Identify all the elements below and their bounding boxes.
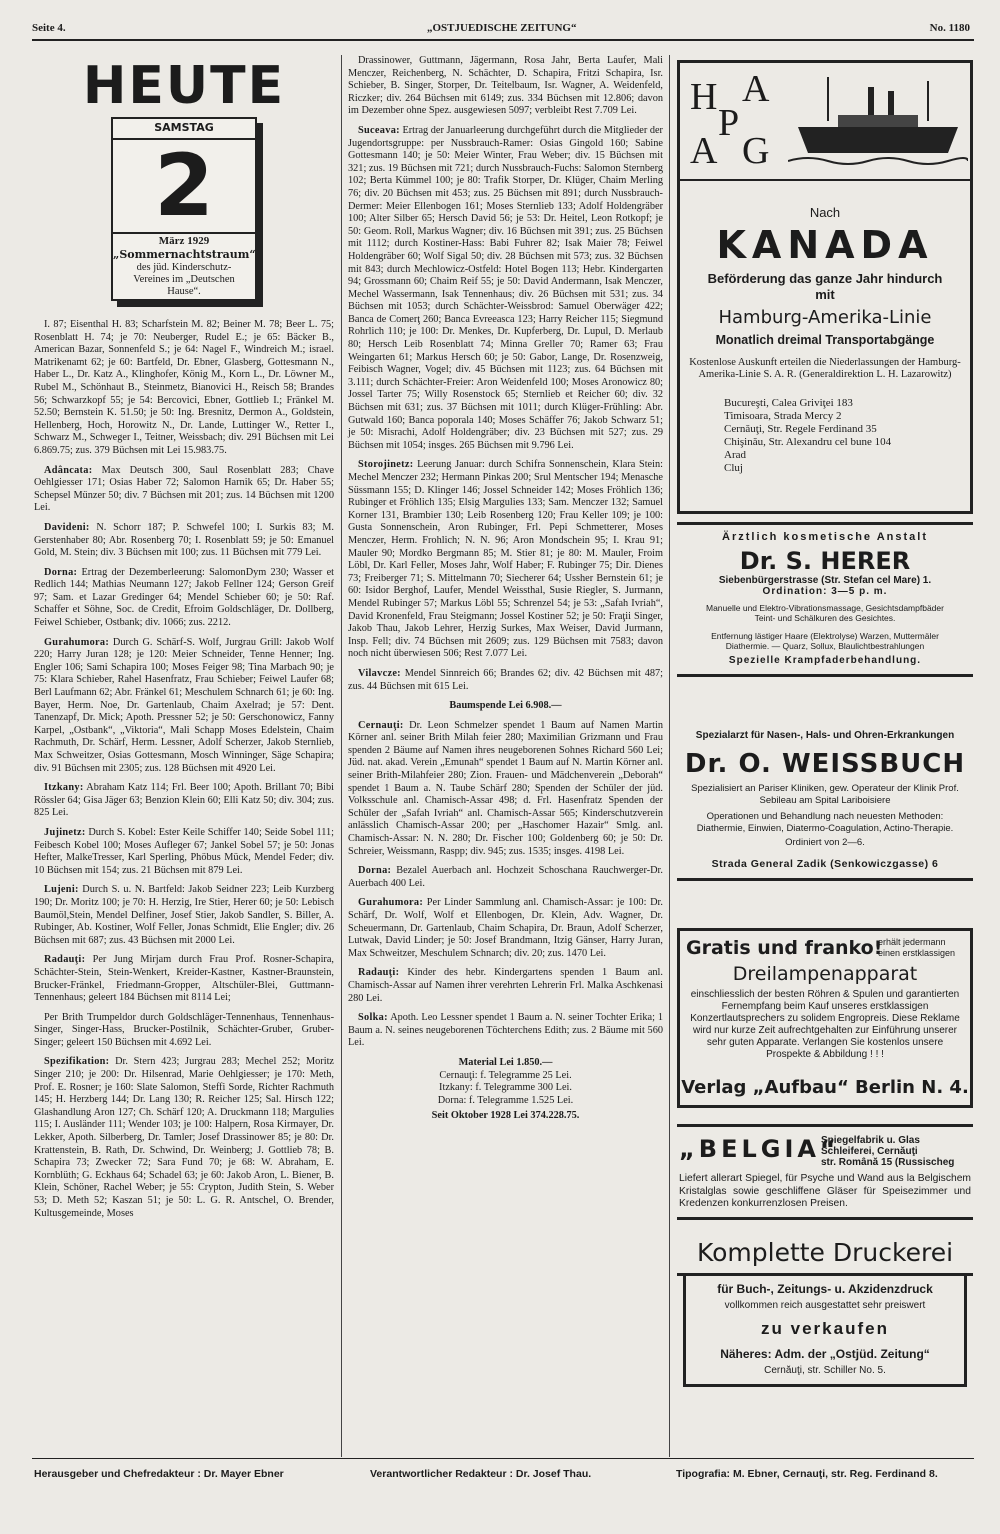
material-row: Dorna: f. Telegramme 1.525 Lei.	[437, 1094, 574, 1106]
place-name: Gurahumora:	[44, 636, 110, 648]
list-item	[34, 522, 334, 560]
hapag-ad	[677, 60, 973, 514]
place-name: Radauţi:	[358, 967, 400, 979]
column-divider	[341, 55, 342, 1457]
list-item	[34, 954, 334, 1004]
list-item	[348, 125, 663, 452]
hapag-company: Hamburg-Amerika-Linie	[718, 307, 932, 328]
place-name: Cernauţi:	[358, 719, 404, 731]
entry-text: Dr. Leon Schmelzer spendet 1 Baum auf Namen Martin Körner anl. seiner Brith Milah feier 280; Maximilian Grizmann und Frau spenden 2 Bäume auf Namen ihres neugeborenen Sohnes Richard 560 Lei; Jüd. nat. akad. Verein „Emunah“ spendet 1 Baum auf N. Martin Körner anl. seiner Brith-Milahfeier 280; Zion. Frauen- und Mädchenverein „Deborah“ spendet 1 Baum a. N. Taube Schärf 280; Spenden der Schüler der jüd. Volksschule anl. Chamisch-Assar 498; d. Frl. Hasenfratz Spenden der Schüler der „Safah Ivriah“ anl. Chamisch-Assar 565; Kinderschutzverein anlässlich Chamisch-Assar 200; per „Haschomer Hazair“ Smlg. anl. Chamisch-Assar: N. N. 280; Dr. Fischer 100; Goldenberg 60; je 50: Dr. Schreier, Weissmann, Raspp; div. 945; zus. 1535; insges. 4198 Lei.	[348, 719, 663, 857]
address-line: Cluj	[724, 462, 743, 474]
herer-header: Ärztlich kosmetische Anstalt	[722, 531, 928, 543]
aufbau-firm: Verlag „Aufbau“ Berlin N. 4.	[681, 1077, 969, 1098]
place-name: Dorna:	[44, 566, 78, 578]
belgia-line: Schleiferei, Cernăuţi	[821, 1146, 918, 1157]
logo-letter: A	[690, 130, 718, 172]
list-item	[348, 700, 663, 713]
column-divider	[669, 55, 670, 1457]
paper-title: „OSTJUEDISCHE ZEITUNG“	[427, 22, 577, 34]
list-item	[34, 884, 334, 947]
place-name: Radauţi:	[44, 954, 86, 966]
issue-number: No. 1180	[929, 22, 970, 34]
address-line: Arad	[724, 449, 746, 461]
belgia-info	[821, 1135, 954, 1168]
entry-text: Per Linder Sammlung anl. Chamisch-Assar: je 100: Dr. Schärf, Dr. Wolf, Wolf et Ellenbogen, Dr. Klein, Adv. Wagner, Dr. Scheuermann, Dr. Gartenlaub, Chaim Schapira, Dr. Braun, Adolf Scherzer, Lutwak, David Linder; je 50: Josef Brandmann, Itzig Gänser, Harry Juran, Max Schweitzer, Meschulem Schnarch; div. 20; zus. 1470 Lei.	[348, 897, 663, 959]
entry-text: Mendel Sinnreich 66; Brandes 62; div. 42 Büchsen mit 487; zus. 44 Büchsen mit 615 Lei.	[348, 667, 663, 692]
aufbau-small: erhält jedermann einen erstklassigen	[878, 937, 956, 958]
druckerei-line: vollkommen reich ausgestattet sehr preiswert	[724, 1300, 926, 1311]
place-name: Gurahumora:	[358, 897, 424, 909]
weissbuch-line: Spezialisiert an Pariser Kliniken, gew. Operateur der Klinik Prof. Sebileau am Spital Lariboisiere	[691, 783, 959, 806]
address-line: Bucureşti, Calea Griviţei 183	[724, 397, 853, 409]
entry-text: Durch G. Schärf-S. Wolf, Jurgrau Grill: Jakob Wolf 220; Harry Juran 128; je 120: Meier Schneider, Tenne Henner; Ing. Engler 106; Sami Schapira 100; Moses Feiger 98; Tina Marbach 90; je 75: Klara Schieber, Rahel Hasenfratz, Frau Schieber; Feiwel Laufer 68; Berl Laufmann 62; Abr. Fränkel 61; Meschulem Schnarch 61; je 60: Ing. Bayer, Herm. Noe, Dr. Gartenlaub, Chaim Axelrad; je 57: Dent. Tanenzapf, Dr. Mick; Apoth. Pressner 52; je 50: Gerschonowicz, Fanny Karpel, „Ostbank“, „Viktoria“, Mali Schapp Moses Edelstein, Chaim Rachmuth, Dr. Schärf, Herm. Lessner, Adolf Scherzer, Jakob Sternlieb, Max Schweitzer, Osias Gottesmann, Mosch Winninger, Säge Schapira; div. 91 Büchsen mit 2305; zus. 128 Büchsen mit 4920 Lei.	[34, 636, 334, 774]
entry-text: Per Brith Trumpeldor durch Goldschläger-Tennenhaus, Tennenhaus-Singer, Singer-Hass, Brucker-Postilnik, Schächter-Gruber, Gruber-Singer; geleert 150 Büchsen mit 4.692 Lei.	[34, 1011, 334, 1048]
logo-letter: G	[742, 130, 770, 172]
place-name: Storojinetz:	[358, 459, 414, 471]
weissbuch-line: Operationen und Behandlung nach neuesten Methoden: Diathermie, Einwien, Diatermo-Coagulation, Actino-Therapie.	[696, 811, 954, 834]
heute-box	[34, 56, 334, 319]
list-item	[34, 567, 334, 630]
material-row: Cernauţi: f. Telegramme 25 Lei.	[439, 1069, 572, 1081]
page-label: Seite 4.	[32, 22, 66, 34]
entry-text: Baumspende Lei 6.908.—	[449, 700, 562, 712]
event-description: des jüd. Kinderschutz-Vereines im „Deutschen Hause“.	[133, 261, 235, 297]
list-item	[348, 967, 663, 1005]
hapag-logo	[684, 67, 788, 175]
list-item	[34, 319, 334, 458]
druckerei-line: zu verkaufen	[761, 1319, 889, 1338]
day-number: 2	[154, 135, 214, 236]
place-name: Davideni:	[44, 521, 90, 533]
entry-text: Durch S. Kobel: Ester Keile Schiffer 140; Seide Sobel 111; Feibesch Kobel 100; Moses Aufleger 67; Jankel Sobel 57; je 50: Jonas Hefter, MalkeTresser, Karl Sperling, Phöbus Mück, Mendel Feder; div. 10 Büchsen mit 154; zus. 21 Büchsen mit 879 Lei.	[34, 826, 334, 876]
hapag-nach: Nach	[809, 205, 841, 220]
list-item	[348, 459, 663, 661]
place-name: Solka:	[358, 1012, 388, 1024]
list-item	[34, 1056, 334, 1220]
hapag-addresses	[724, 397, 891, 475]
footer-publisher: Herausgeber und Chefredakteur : Dr. Mayer Ebner	[34, 1468, 284, 1480]
herer-line: Teint- und Schälkuren des Gesichtes.	[754, 613, 896, 623]
column-1	[34, 55, 334, 1227]
entry-text: Bezalel Auerbach anl. Hochzeit Schoschana Rauchwerger-Dr. Auerbach 400 Lei.	[348, 865, 663, 889]
steamship-icon	[788, 77, 968, 173]
aufbau-headline: Gratis und franko!	[686, 937, 883, 959]
list-item	[348, 1012, 663, 1050]
place-name: Vilavcze:	[358, 667, 401, 679]
place-name: Lujeni:	[44, 884, 79, 896]
aufbau-ad	[677, 928, 973, 1108]
hapag-info: Kostenlose Auskunft erteilen die Niederlassungen der Hamburg-Amerika-Linie S. A. R. (Generaldirektion L. H. Lazarowitz)	[689, 357, 961, 380]
druckerei-line: Näheres: Adm. der „Ostjüd. Zeitung“	[720, 1347, 930, 1361]
entry-text: Abraham Katz 114; Frl. Beer 100; Apoth. Brillant 70; Bibi Rössler 64; Gisa Jäger 63; Benzion Klein 60; Elli Katz 50; div. 304; zus. 825 Lei.	[34, 782, 334, 819]
month-year: März 1929	[113, 232, 255, 248]
weekday: SAMSTAG	[113, 119, 255, 140]
hapag-line2: mit	[815, 287, 835, 302]
place-name: Adâncata:	[44, 464, 93, 476]
place-name: Jujinetz:	[44, 826, 86, 838]
footer-rule	[32, 1458, 974, 1459]
address-line: Cernăuţi, Str. Regele Ferdinand 35	[724, 423, 877, 435]
list-item	[348, 720, 663, 859]
page-header	[32, 22, 970, 36]
belgia-line: str. Română 15 (Russischeg	[821, 1157, 955, 1168]
material-total: Seit Oktober 1928 Lei 374.228.75.	[431, 1110, 580, 1122]
belgia-text: Liefert allerart Spiegel, für Psyche und Wand aus la Belgischem Kristalglas sowie geschliffene Gläser für Speisezimmer und Kredenzen konkurrenzlosen Preisen.	[679, 1173, 971, 1209]
play-title: „Sommernachtstraum“	[113, 248, 256, 262]
weissbuch-spec: Spezialarzt für Nasen-, Hals- und Ohren-Erkrankungen	[695, 730, 955, 741]
aufbau-text: einschliesslich der besten Röhren & Spulen und garantierten Fernempfang beim Kauf unseres erstklassigen Konzertlautsprechers zu solidem Engropreis. Diese Reklame wird nur kurze Zeit aufrechtgehalten zur Einführung unserer sehr guten Apparate. Verlangen Sie kostenlos unsere Prospekte & Abbildung ! ! !	[690, 989, 960, 1060]
list-item	[34, 1012, 334, 1050]
druckerei-box	[683, 1276, 967, 1387]
header-rule	[32, 39, 974, 41]
logo-letter: H	[690, 76, 718, 118]
herer-hours: Ordination: 3—5 p. m.	[762, 586, 888, 597]
belgia-name: „BELGIA“	[679, 1135, 840, 1163]
druckerei-line: Cernăuţi, str. Schiller No. 5.	[764, 1365, 886, 1376]
druckerei-line: für Buch-, Zeitungs- u. Akzidenzdruck	[717, 1282, 933, 1296]
list-item	[348, 865, 663, 890]
place-name: Dorna:	[358, 865, 392, 877]
list-item	[348, 55, 663, 118]
druckerei-ad	[677, 1236, 973, 1387]
entry-text: Kinder des hebr. Kindergartens spenden 1 Baum anl. Chamisch-Assar auf Namen ihrer verehrten Lehrerin Frl. Malka Aschkenasi 280 Lei.	[348, 967, 663, 1004]
belgia-line: Spiegelfabrik u. Glas	[821, 1135, 920, 1146]
place-name: Spezifikation:	[44, 1056, 110, 1068]
material-block	[348, 1057, 663, 1123]
herer-ad	[677, 522, 973, 677]
hapag-schedule: Monatlich dreimal Transportabgänge	[715, 333, 935, 347]
material-title: Material Lei 1.850.—	[458, 1056, 553, 1068]
entry-text: Leerung Januar: durch Schifra Sonnenschein, Klara Stein: Mechel Menczer 232; Hermann Pinkas 200; Srul Mentscher 194; Menasche Süssmann 155; D. Klinger 146; Jossel Schneider 142; Moses Fröhlich 136; Rubinger et Fröhlich 135; Elsig Margulies 133; Sam. Menczer 132; Samuel Korner 131, Brambier 130; Leib Rosenberg 120; Frau Keller 109; je 100: Gusta Sonnenschein, Aron Rubinger, Frl. Pepi Schmetterer, Moses Menczer, Herm. Frohlich; N. N. 96; Aron Mondschein 95; I. Krau 91; Mauler 90; Mordko Bergmann 85; M. Stier 81; je 80: M. Mauler, Froim Löbl, Dr. Karl Feller, Moses Jahr, Wolf Haber; F. Rubinger 75; Dir. Dienes 73; Freiberger 71; S. Mittelmann 70; Siecherer 64; Ussher Bernstein 61; je 60: Isidor Berghof, Laufer, Mendel Weissthal, Susie Riegler, S. Jurmann, Mendel Rubinger 57; Markus Löbl 55; Schrenzel 54; je 53: „Safah Ivriah“, David Kronenfeld, Frau Steigmann; Jossel Kostiner 52; je 50: Fraţii Singer, Jakob Thau, Jakob Lehrer, Herzig Surkes, Max Weiser, David Jurmann, Insp. Fell; div. 74 Büchsen mit 2609; zus. 129 Büchsen mit 7583; davon noch nicht überwiesen 506; Rest 7.077 Lei.	[348, 459, 663, 660]
entry-text: Drassinower, Guttmann, Jägermann, Rosa Jahr, Berta Laufer, Mali Menczer, Reichenberg, N. Schächter, D. Schapira, Fritzi Schapira, Isr. Schieber, B. Singer, Storper, Dr. Teitelbaum, Isr. Wagner, A. Weidenfeld, Riczker; div. 264 Büchsen mit 6149; zus. 334 Büchsen mit 12.806; davon im Dezember ohne Spez. ausgewiesen 5097; verbleibt Rest 7.709 Lei.	[348, 55, 663, 117]
list-item	[34, 782, 334, 820]
entry-text: I. 87; Eisenthal H. 83; Scharfstein M. 82; Beiner M. 78; Beer L. 75; Rosenblatt H. 74; je 70: Neuberger, Rudel E.; je 65: Bäcker B., American Bazar, Sonnenfeld S.; je 64: Nagel F., Windreich M.; israel. Matrikenamt 62; je 60: Bartfeld, Dr. Ebner, Glasberg, Gottesmann N., Haber L., Dr. Katz A., Klinghofer, König M., Korn L., Dr. Löwner M., Rubel M., Schönhaut B., Steinmetz, Bianovici H., Reisch 58; Brandes 56; Schwarzkopf 55; je 54: Bercovici, Ebner, Gottlieb I.; Fränkel M. 52.50; Bernstein K. 51.50; je 50: Ing. Bresnitz, Dermon A., Goldstein, Hellenberg, Hoch, Horowitz N., Dr. Lande, Luttinger W., Retter I., Schwarz M., Schweger I., Teitner, Weissbach; div. 291 Büchsen mit Lei 6.869.75; zus. 379 Büchsen mit Lei 15.983.75.	[34, 319, 334, 456]
entry-text: Apoth. Leo Lessner spendet 1 Baum a. N. seiner Tochter Erika; 1 Baum a. N. seines neugeborenen Töchterchens Edith; zus. 2 Bäume mit 560 Lei.	[348, 1012, 663, 1049]
weissbuch-ad	[677, 730, 973, 881]
place-name: Suceava:	[358, 124, 400, 136]
herer-name: Dr. S. HERER	[739, 547, 911, 575]
column-2	[348, 55, 663, 1123]
donation-list	[34, 319, 334, 1220]
herer-line: Diathermie. — Quarz, Sollux, Blaulichtbestrahlungen	[725, 641, 925, 651]
place-name: Itzkany:	[44, 782, 84, 794]
hapag-country: KANADA	[716, 223, 934, 267]
address-line: Chişinău, Str. Alexandru cel bune 104	[724, 436, 892, 448]
address-line: Timisoara, Strada Mercy 2	[724, 410, 842, 422]
entry-text: Max Deutsch 300, Saul Rosenblatt 283; Chave Oehlgiesser 171; Osias Haber 72; Salomon Harnik 65; Dr. Haber 55; Schepsel Münzer 50; div. 7 Büchsen mit 201; zus. 14 Büchsen mit 1200 Lei.	[34, 464, 334, 514]
list-item	[34, 827, 334, 877]
calendar-leaf	[111, 117, 257, 301]
herer-line: Entfernung lästiger Haare (Elektrolyse) Warzen, Muttermäler	[711, 631, 939, 641]
material-row: Itzkany: f. Telegramme 300 Lei.	[439, 1082, 572, 1094]
aufbau-product: Dreilampenapparat	[732, 963, 918, 985]
entry-text: Dr. Stern 423; Jurgrau 283; Mechel 252; Moritz Singer 210; je 200: Dr. Hilsenrad, Marie Oehlgiesser; je 170: Meth, Prof. E. Rosner; je 160: Slate Salomon, Steffi Sorde, Richter Rachmuth 145; H. Herzberg 144; Dr. Lang 130; R. Reicher 125; Sal. Hirsch 122; Glashandlung Aron 127; Ch. Schärf 120; A. Druckmann 118; Margulies 115; I. Ausländer 111; Wender 103; je 100: Halpern, Rosa Kirmayer, Dr. Lekker, Apoth. Silberberg, Dr. Tamler; Josef Drassinower 85; je 80: Dr. Krattenstein, B. Rath, Dr. Schwind, Dr. Weinberg; J. Gottlieb 78; B. Schapira 73; Zwecker 72; Sara Fund 70; je 68: W. Abraham, E. Kornblüth; G. Eckhaus 64; Schadel 63; je 60: Jakob Aron, L. Biener, B. Klein, Schöner, Rachel Weber; je 55: Crypton, Judith Stein, S. Weber 53; D. Meth 52; Kaszan 51; je 50: L. G. R. Antschel, O. Brender, Kultusgemeinde, Moses	[34, 1056, 334, 1219]
belgia-ad	[677, 1124, 973, 1220]
entry-text: N. Schorr 187; P. Schwefel 100; I. Surkis 83; M. Gerstenhaber 80; Abr. Rosenberg 70; I. Rosenblatt 59; je 50: Emanuel Gold, M. Stein; div. 3 Büchsen mit 100; zus. 11 Büchsen mit 779 Lei.	[34, 521, 334, 559]
logo-letter: A	[742, 68, 770, 110]
hapag-line1: Beförderung das ganze Jahr hindurch	[707, 271, 943, 286]
herer-line: Manuelle und Elektro-Vibrationsmassage, Gesichtsdampfbäder	[706, 603, 944, 613]
logo-letter: P	[718, 102, 740, 144]
entry-text: Ertrag der Januarleerung durchgeführt durch die Mitglieder der Jugendortsgruppe: per Nussbrauch-Ramer: Osias Gingold 160; Sabine Gottesmann 140; je 50: Meier Winter, Frau Weber; div. 15 Büchsen mit 321; zus. 19 Büchsen mit 721; durch Nussbrauch-Fuchs: Salomon Sternberg 102; Berta Kümmel 100; je 80: Trafik Storper, Dr. Klüger, Chaim Merling 76; div. 20 Büchsen mit 453; zus. 25 Büchsen mit 891; durch Nussbrauch-Dermer: Meier Ellenbogen 161; Moses Sternlieb 133; Adolf Holdengräber 100; Alter Silber 65; Hersch David 56; je 53: Dr. Heitel, Leon Rotkopf; je 50: Geom. Roll, Markus Wagner; div. 16 Büchsen mit 391; zus. 25 Büchsen mit 1112; durch Kostiner-Hass: Babi Fuhrer 82; Isak Maier 78; Feiwel Holdengräber 60; Wolf Sigal 50; div. 28 Büchsen mit 573; zus. 32 Büchsen mit 843; durch Mechlowicz-Ostfeld: Hotel Bogen 113; Hebr. Kindergarten 94; Grossmann 60; Chaim Reif 55; je 50: David Andermann, Isak Menczer, Mechel Wassermann, Isak Tennenhaus; div. 26 Büchsen mit 531; zus. 34 Büchsen mit 1053; durch Schächter-Weissbrod: Samuel Oberwäger 422; Banca de Comerţ 260; Banca Evreeasca 123; Harry Reicher 115; Siegmund Rohrlich 110; je 100: Dr. Menkes, Dr. Kupferberg, Dr. Lupul, D. Merlaub 80; Hersch Leib Rosenblatt 74; Minna Greller 70; Ramer 63; Frau Weingarten 61; Markus Hersch 60; je 50: Gabor, Lange, Dr. Rosenzweig, Feibisch Wagner, Vogel; div. 45 Büchsen mit 1123; zus. 64 Büchsen mit 3.111; durch Schächter-Freier: Aron Weidenfeld 100; Moses Aronowicz 80; Jossel Tarter 75; Willy Rosenstock 65; Sternlieb et Reicher 60; div. 32 Büchsen mit 631; zus. 37 Büchsen mit 1011; durch Klüger-Frühling: Abr. Gutwald 160; Banca poporala 140; Moses Schäffer 76; Jakob Schwarz 51; je 50: Misrachi, Adolf Holdengräber; div. 23 Büchsen mit 527; zus. 29 Büchsen mit 1054; insges. 265 Büchsen mit 9.796 Lei.	[348, 124, 663, 451]
weissbuch-address: Strada General Zadik (Senkowiczgasse) 6	[711, 858, 939, 870]
entry-text: Ertrag der Dezemberleerung: SalomonDym 230; Wasser et Redlich 144; Mathias Neumann 127; Jakob Fellner 124; Gerson Greif 97; Sam. et Lazar Gredinger 64; Mendel Schieber 60; je 50: Raf. Schaffer et Söhne, Soc. de Credit, Efroim Goldschläger, Dr. Dollberg, Feiwel Schieber, Ostbank; div. 1066; zus. 2212.	[34, 566, 334, 629]
list-item	[34, 465, 334, 515]
entry-text: Per Jung Mirjam durch Frau Prof. Rosner-Schapira, Schächter-Stein, Stein-Wenkert, Kreider-Kastner, Kastner-Braunstein, Brucker-Fränkel, Friedmann-Gropper, Altschüler-Blei, Guttmann-Tennenhaus; geleert 184 Büchsen mit 8114 Lei;	[34, 954, 334, 1004]
entry-text: Durch S. u. N. Bartfeld: Jakob Seidner 223; Leib Kurzberg 190; Dr. Moritz 100; je 70: H. Herzig, Ire Stier, Herer 60; je 50: Lebisch Baumöl,Stein, Mendel Delfiner, Josef Stier, Jakob Sandler, S. Biller, A. Rubinger, Ab. Kostiner, Wolf Feller, Jonas Schmidt, Elie Engler; div. 26 Büchsen mit 687; zus. 43 Büchsen mit 2000 Lei.	[34, 884, 334, 946]
druckerei-title: Komplette Druckerei	[696, 1238, 954, 1267]
footer-printer: Tipografia: M. Ebner, Cernauţi, str. Reg. Ferdinand 8.	[676, 1468, 938, 1480]
list-item	[34, 637, 334, 776]
heute-title: HEUTE	[82, 56, 286, 116]
footer-editor: Verantwortlicher Redakteur : Dr. Josef Thau.	[370, 1468, 592, 1480]
herer-specialty: Spezielle Krampfaderbehandlung.	[728, 655, 922, 666]
donation-list	[348, 55, 663, 1050]
weissbuch-name: Dr. O. WEISSBUCH	[684, 749, 966, 779]
weissbuch-hours: Ordiniert von 2—6.	[785, 837, 865, 848]
list-item	[348, 668, 663, 693]
list-item	[348, 897, 663, 960]
herer-address: Siebenbürgerstrasse (Str. Stefan cel Mare) 1.	[718, 575, 932, 586]
